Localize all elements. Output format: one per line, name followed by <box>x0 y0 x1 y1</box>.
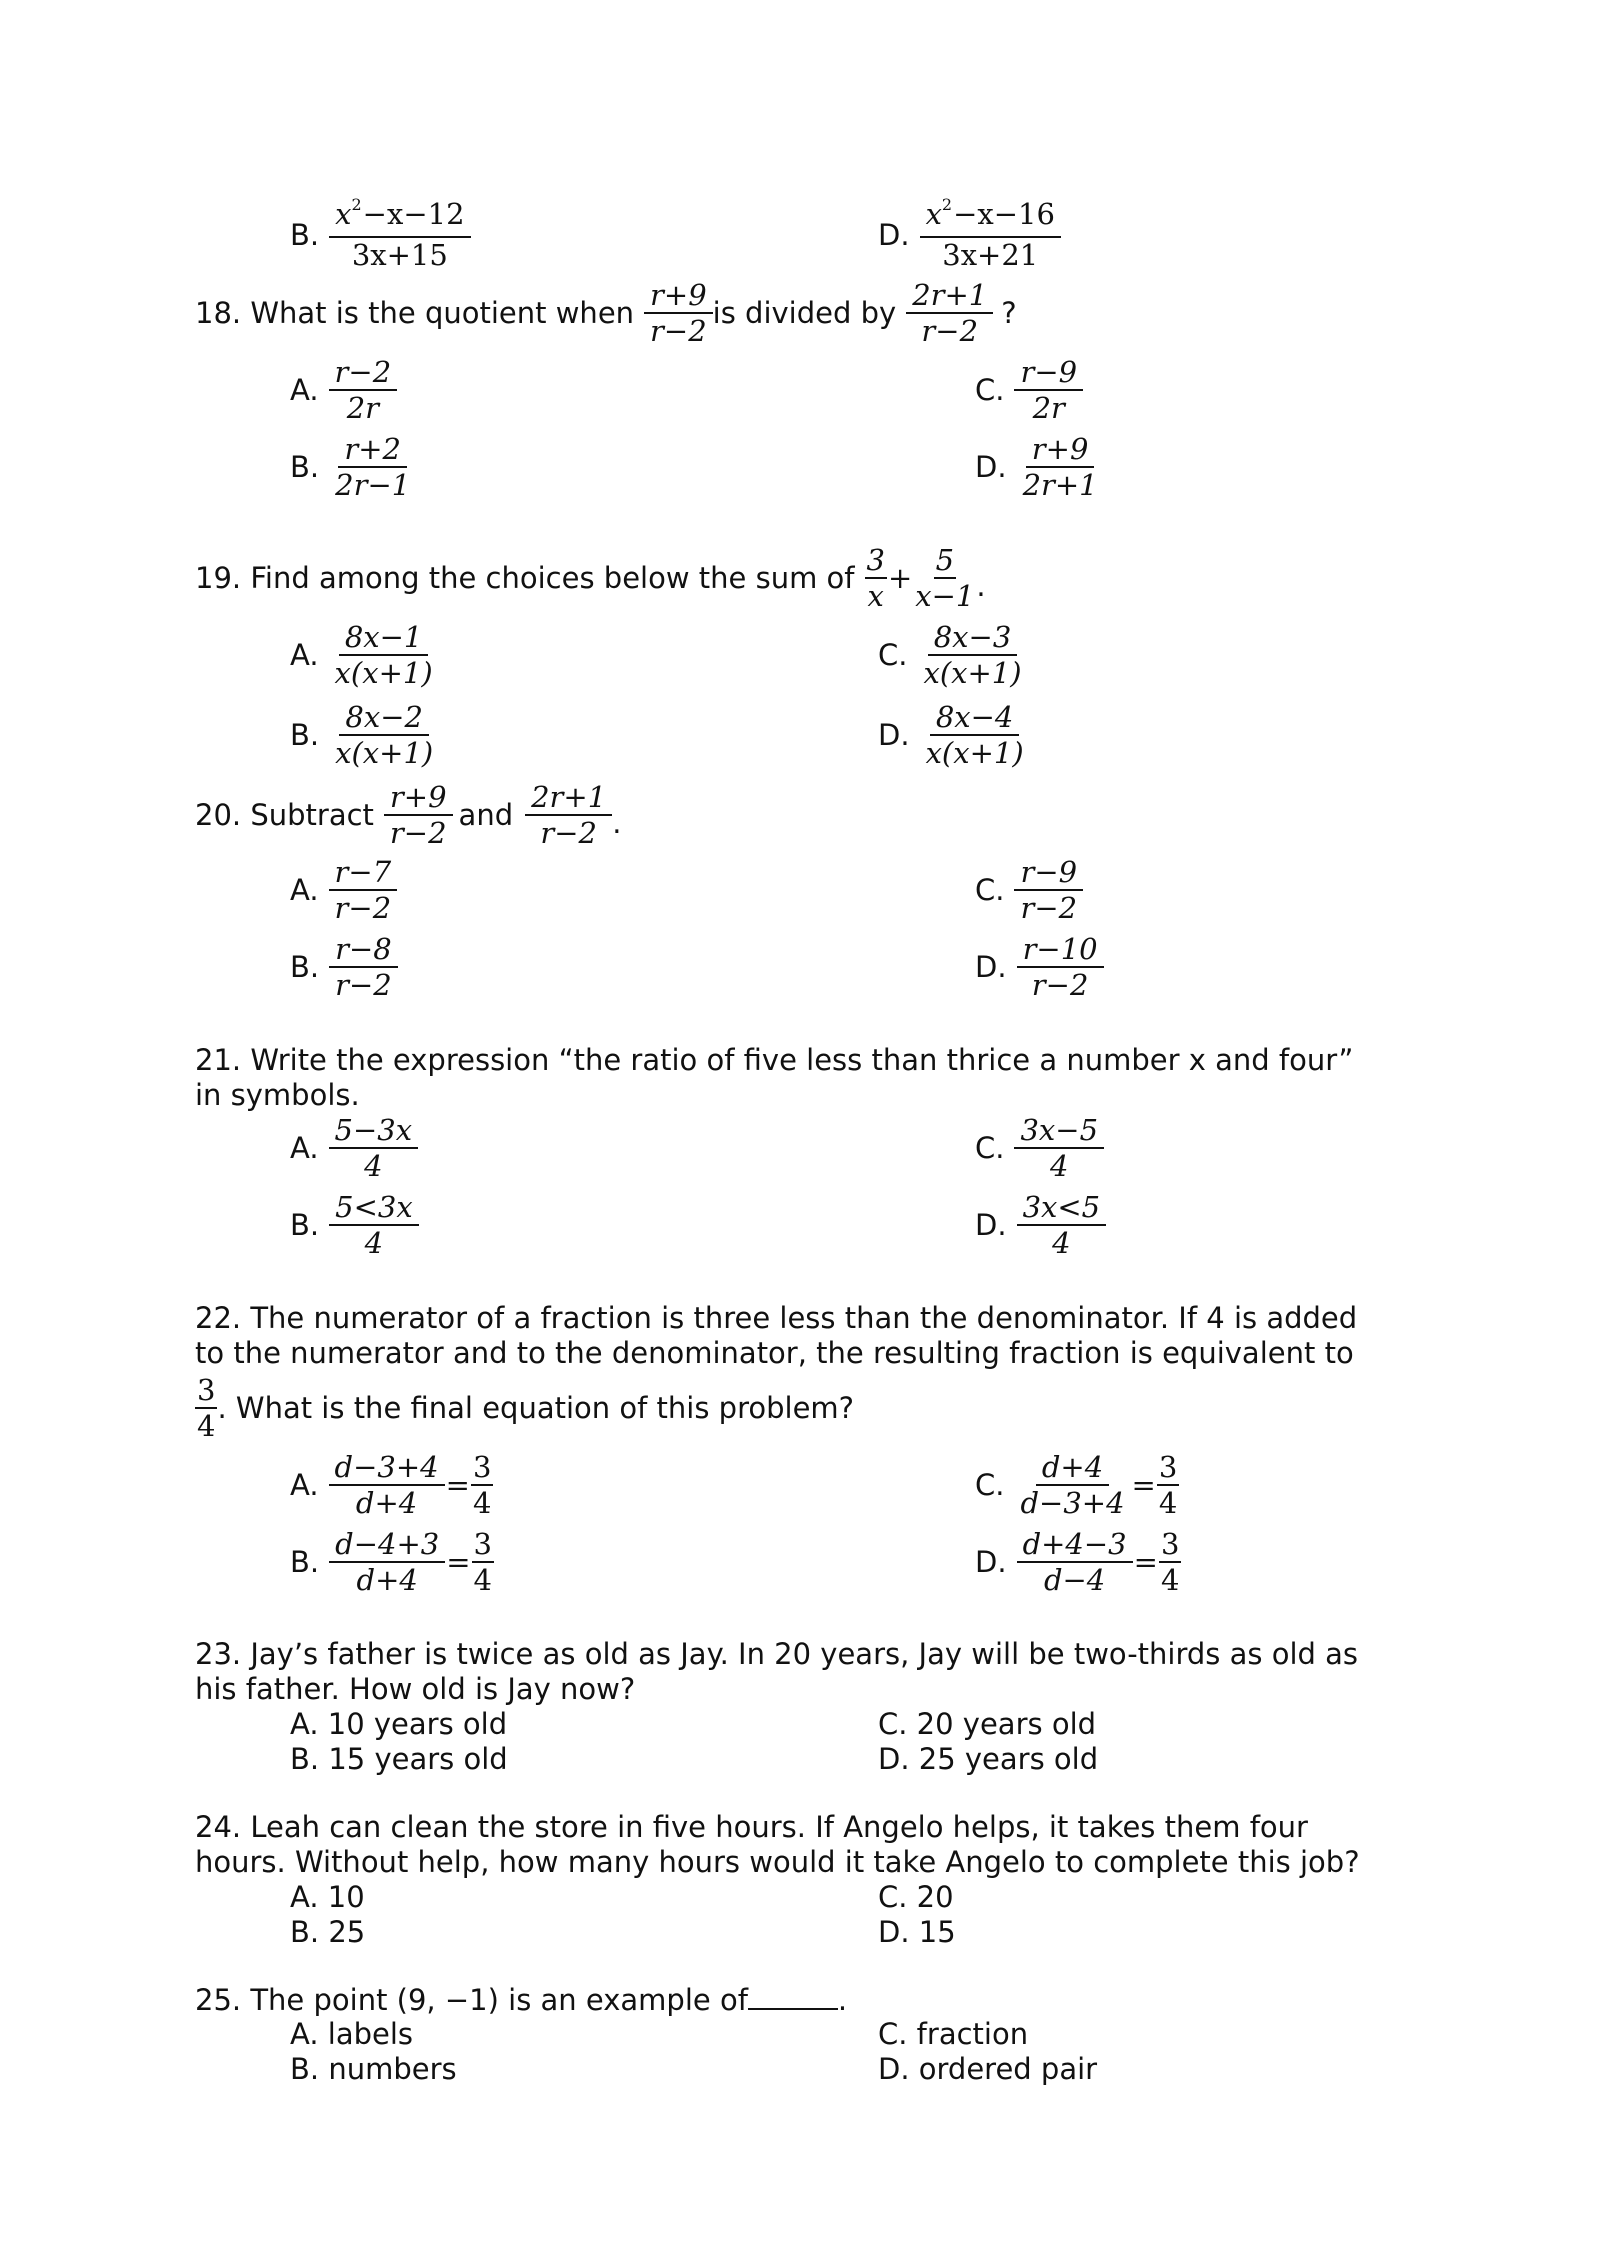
q23-option-a: A. 10 years old <box>290 1707 508 1741</box>
q19-option-a: A. $\frac{8x-1}{x(x+1)}$ <box>290 620 439 690</box>
q19-question: 19. Find among the choices below the sum of $\frac{3}{x}$ + $\frac{5}{x-1}$ . <box>195 543 986 613</box>
q21-option-d: D. $\frac{3x<5}{4}$ <box>975 1190 1106 1260</box>
q24-option-d: D. 15 <box>878 1915 956 1949</box>
fraction: $\frac{8x-1}{x(x+1)}$ <box>334 620 433 690</box>
q25-option-b: B. numbers <box>290 2052 457 2086</box>
fraction: $\frac{r-9}{2r}$ <box>1014 355 1083 425</box>
fraction: $\frac{3}{4}$ <box>1158 1450 1178 1520</box>
fraction: $\frac{8x-2}{x(x+1)}$ <box>335 700 434 770</box>
q23-option-c: C. 20 years old <box>878 1707 1097 1741</box>
q18-option-b: B. $\frac{r+2}{2r-1}$ <box>290 432 416 502</box>
q19-option-c: C. $\frac{8x-3}{x(x+1)}$ <box>878 620 1028 690</box>
fraction: $\frac{8x-3}{x(x+1)}$ <box>923 620 1022 690</box>
fraction: $\frac{2r+1}{r-2}$ <box>906 278 993 348</box>
fraction: $\frac{3}{4}$ <box>197 1373 216 1443</box>
option-label: D. <box>878 217 910 252</box>
q20-question: 20. Subtract $\frac{r+9}{r-2}$ and $\frac{2r+1}{r-2}$ . <box>195 780 622 850</box>
q18-option-a: A. $\frac{r-2}{2r}$ <box>290 355 397 425</box>
q21-question-line2: in symbols. <box>195 1078 360 1112</box>
q25-option-c: C. fraction <box>878 2017 1029 2051</box>
fraction: $\frac{5<3x}{4}$ <box>329 1190 419 1260</box>
fraction: $\frac{d-4+3}{d+4}$ <box>329 1527 445 1597</box>
q23-option-b: B. 15 years old <box>290 1742 508 1776</box>
q19-option-d: D. $\frac{8x-4}{x(x+1)}$ <box>878 700 1030 770</box>
fraction: $\frac{r+2}{2r-1}$ <box>335 432 411 502</box>
q25-option-a: A. labels <box>290 2017 414 2051</box>
fraction: $\frac{5-3x}{4}$ <box>329 1113 419 1183</box>
q22-option-a: A. $\frac{d-3+4}{d+4}$ = $\frac{3}{4}$ <box>290 1450 492 1520</box>
fraction: $\frac{3}{x}$ <box>866 543 885 613</box>
q20-option-d: D. $\frac{r-10}{r-2}$ <box>975 932 1104 1002</box>
q22-option-d: D. $\frac{d+4-3}{d-4}$ = $\frac{3}{4}$ <box>975 1527 1180 1597</box>
fraction: $\frac{d+4-3}{d-4}$ <box>1017 1527 1133 1597</box>
fraction: $\frac{r-10}{r-2}$ <box>1017 932 1104 1002</box>
q23-question-line2: his father. How old is Jay now? <box>195 1672 636 1706</box>
q24-question-line1: 24. Leah can clean the store in five hours. If Angelo helps, it takes them four <box>195 1810 1308 1844</box>
q24-option-c: C. 20 <box>878 1880 954 1914</box>
q25-question: 25. The point (9, −1) is an example of . <box>195 1983 848 2017</box>
q21-option-a: A. $\frac{5-3x}{4}$ <box>290 1113 418 1183</box>
option-label: B. <box>290 217 320 252</box>
q20-option-c: C. $\frac{r-9}{r-2}$ <box>975 855 1083 925</box>
fraction: $\frac{d+4}{d-3+4}$ <box>1020 1450 1125 1520</box>
fraction: $\frac{r-7}{r-2}$ <box>329 855 398 925</box>
q20-option-b: B. $\frac{r-8}{r-2}$ <box>290 932 398 1002</box>
q22-question-line1: 22. The numerator of a fraction is three less than the denominator. If 4 is added <box>195 1301 1358 1335</box>
fraction: $\frac{x^2-x-16}{3x+21}$ <box>920 197 1061 272</box>
q22-question-line3: $\frac{3}{4}$ . What is the final equation of this problem? <box>197 1373 855 1443</box>
q22-option-c: C. $\frac{d+4}{d-3+4}$ = $\frac{3}{4}$ <box>975 1450 1178 1520</box>
fraction: $\frac{5}{x-1}$ <box>915 543 975 613</box>
fraction: $\frac{3x-5}{4}$ <box>1014 1113 1104 1183</box>
fraction: $\frac{r-9}{r-2}$ <box>1014 855 1083 925</box>
fraction: $\frac{r-8}{r-2}$ <box>329 932 398 1002</box>
fraction: $\frac{3}{4}$ <box>472 1450 492 1520</box>
fraction: $\frac{2r+1}{r-2}$ <box>525 780 612 850</box>
q17-option-d <box>878 197 1061 272</box>
fraction: $\frac{r+9}{2r+1}$ <box>1022 432 1098 502</box>
fraction: $\frac{r+9}{r-2}$ <box>384 780 453 850</box>
q17-option-b <box>290 197 471 272</box>
q18-question: 18. What is the quotient when $\frac{r+9}{r-2}$ is divided by $\frac{2r+1}{r-2}$ ? <box>195 278 1017 348</box>
q18-option-d: D. $\frac{r+9}{2r+1}$ <box>975 432 1104 502</box>
q21-option-c: C. $\frac{3x-5}{4}$ <box>975 1113 1104 1183</box>
q22-option-b: B. $\frac{d-4+3}{d+4}$ = $\frac{3}{4}$ <box>290 1527 492 1597</box>
fraction: $\frac{d-3+4}{d+4}$ <box>329 1450 445 1520</box>
q23-question-line1: 23. Jay’s father is twice as old as Jay. In 20 years, Jay will be two-thirds as old as <box>195 1637 1359 1671</box>
fraction: $\frac{r+9}{r-2}$ <box>644 278 713 348</box>
q19-option-b: B. $\frac{8x-2}{x(x+1)}$ <box>290 700 439 770</box>
q24-question-line2: hours. Without help, how many hours would it take Angelo to complete this job? <box>195 1845 1360 1879</box>
q21-question-line1: 21. Write the expression “the ratio of five less than thrice a number x and four” <box>195 1043 1354 1077</box>
q25-option-d: D. ordered pair <box>878 2052 1098 2086</box>
q24-option-a: A. 10 <box>290 1880 365 1914</box>
q24-option-b: B. 25 <box>290 1915 366 1949</box>
q21-option-b: B. $\frac{5<3x}{4}$ <box>290 1190 419 1260</box>
fraction: $\frac{3}{4}$ <box>1160 1527 1180 1597</box>
fraction: $\frac{8x-4}{x(x+1)}$ <box>925 700 1024 770</box>
q18-option-c: C. $\frac{r-9}{2r}$ <box>975 355 1083 425</box>
fraction: $\frac{3x<5}{4}$ <box>1017 1190 1107 1260</box>
q23-option-d: D. 25 years old <box>878 1742 1099 1776</box>
q20-option-a: A. $\frac{r-7}{r-2}$ <box>290 855 397 925</box>
fraction: $\frac{x^2-x-12}{3x+15}$ <box>329 197 470 272</box>
q22-question-line2: to the numerator and to the denominator, the resulting fraction is equivalent to <box>195 1336 1354 1370</box>
fraction: $\frac{3}{4}$ <box>473 1527 492 1597</box>
fraction: $\frac{r-2}{2r}$ <box>329 355 398 425</box>
answer-blank <box>748 1982 838 2010</box>
